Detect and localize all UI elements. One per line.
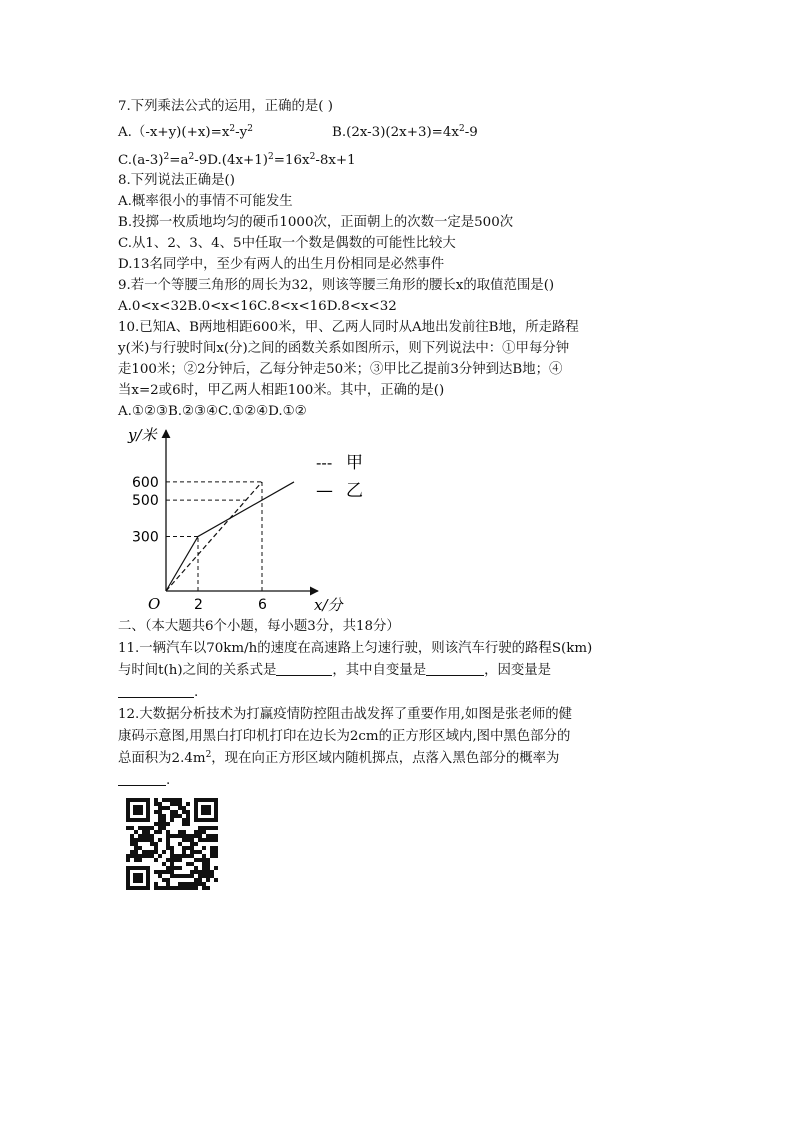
- qr-module: [190, 886, 194, 890]
- qr-module: [158, 886, 162, 890]
- qr-module: [182, 806, 186, 810]
- qr-module: [170, 798, 174, 802]
- qr-module: [130, 842, 134, 846]
- qr-module: [134, 858, 138, 862]
- qr-finder-top-left: [126, 798, 150, 822]
- qr-module: [162, 886, 166, 890]
- qr-module: [206, 878, 210, 882]
- qr-module: [190, 846, 194, 850]
- qr-module: [174, 798, 178, 802]
- qr-module: [186, 874, 190, 878]
- qr-module: [142, 834, 146, 838]
- q7-options-ab: [118, 124, 478, 142]
- y-tick-300: 300: [132, 529, 159, 546]
- qr-module: [198, 878, 202, 882]
- q8-option-b: B.投掷一枚质地均匀的硬币1000次，正面朝上的次数一定是500次: [118, 215, 514, 230]
- qr-module: [186, 802, 190, 806]
- qr-module: [138, 846, 142, 850]
- qr-module: [182, 834, 186, 838]
- qr-module: [202, 830, 206, 834]
- qr-module: [182, 830, 186, 834]
- qr-module: [210, 854, 214, 858]
- qr-module: [194, 870, 198, 874]
- x-tick-6: 6: [258, 597, 267, 613]
- qr-module: [134, 850, 138, 854]
- qr-module: [182, 850, 186, 854]
- qr-module: [158, 874, 162, 878]
- qr-module: [194, 830, 198, 834]
- qr-module: [206, 834, 210, 838]
- qr-module: [126, 858, 130, 862]
- q12-line-3: 总面积为$2.4m^2$，现在向正方形区域内随机掷点，点落入黑色部分的概率为: [118, 750, 560, 766]
- qr-module: [166, 886, 170, 890]
- qr-module: [150, 838, 154, 842]
- qr-module: [214, 846, 218, 850]
- qr-module: [198, 838, 202, 842]
- qr-module: [190, 870, 194, 874]
- qr-module: [190, 838, 194, 842]
- q10-line-1: 10.已知A、B两地相距600米，甲、乙两人同时从A地出发前往B地，所走路程: [118, 320, 579, 335]
- qr-module: [150, 854, 154, 858]
- qr-module: [194, 858, 198, 862]
- qr-module: [186, 862, 190, 866]
- qr-module: [154, 842, 158, 846]
- qr-module: [178, 858, 182, 862]
- qr-module: [142, 838, 146, 842]
- qr-module: [194, 850, 198, 854]
- q8-option-c: C.从1、2、3、4、5中任取一个数是偶数的可能性比较大: [118, 236, 456, 251]
- q7-stem: 7.下列乘法公式的运用，正确的是( ): [118, 99, 333, 114]
- origin-label: O: [148, 595, 161, 613]
- q10-options: A.①②③B.②③④C.①②④D.①②: [118, 404, 307, 419]
- qr-module: [194, 842, 198, 846]
- qr-module: [178, 830, 182, 834]
- q9-options: A.0<x<32B.0<x<16C.8<x<16D.8<x<32: [118, 299, 397, 314]
- qr-finder-bottom-left: [126, 866, 150, 890]
- qr-module: [162, 814, 166, 818]
- qr-module: [158, 810, 162, 814]
- qr-module: [182, 846, 186, 850]
- qr-module: [138, 858, 142, 862]
- qr-module: [178, 798, 182, 802]
- qr-module: [150, 842, 154, 846]
- qr-module: [202, 838, 206, 842]
- qr-module: [146, 826, 150, 830]
- qr-module: [194, 886, 198, 890]
- distance-time-graph: [118, 420, 378, 620]
- qr-module: [186, 822, 190, 826]
- qr-module: [170, 846, 174, 850]
- qr-module: [158, 814, 162, 818]
- qr-module: [198, 826, 202, 830]
- legend-yi-label: 乙: [346, 481, 363, 501]
- qr-module: [198, 882, 202, 886]
- qr-module: [182, 822, 186, 826]
- qr-module: [146, 834, 150, 838]
- q11-blank-dependent[interactable]: [118, 685, 194, 698]
- qr-module: [170, 886, 174, 890]
- qr-module: [166, 838, 170, 842]
- qr-module: [142, 854, 146, 858]
- qr-module: [154, 870, 158, 874]
- qr-module: [162, 862, 166, 866]
- qr-module: [186, 854, 190, 858]
- qr-module: [210, 834, 214, 838]
- qr-module: [166, 882, 170, 886]
- qr-module: [206, 838, 210, 842]
- q7-option-a: $A.(-x+y)(+x)=x^2-y^2$: [118, 124, 253, 140]
- qr-module: [214, 850, 218, 854]
- qr-module: [134, 854, 138, 858]
- qr-module: [170, 870, 174, 874]
- qr-module: [166, 878, 170, 882]
- qr-module: [158, 870, 162, 874]
- qr-module: [186, 882, 190, 886]
- q10-line-3: 走100米；②2分钟后，乙每分钟走50米；③甲比乙提前3分钟到达B地；④: [118, 362, 563, 377]
- qr-module: [182, 882, 186, 886]
- qr-module: [154, 810, 158, 814]
- q11-line-2: 与时间t(h)之间的关系式是 ，其中自变量是 ，因变量是: [118, 663, 552, 678]
- qr-module: [166, 822, 170, 826]
- qr-module: [190, 842, 194, 846]
- qr-module: [166, 846, 170, 850]
- qr-module: [178, 802, 182, 806]
- qr-module: [134, 838, 138, 842]
- legend-yi-marker: —: [316, 481, 333, 501]
- qr-module: [158, 854, 162, 858]
- qr-module: [174, 834, 178, 838]
- qr-module: [186, 814, 190, 818]
- qr-module: [198, 874, 202, 878]
- qr-module: [162, 822, 166, 826]
- series-yi-line: [166, 482, 294, 591]
- qr-module: [130, 826, 134, 830]
- qr-module: [206, 866, 210, 870]
- qr-module: [210, 838, 214, 842]
- qr-module: [162, 870, 166, 874]
- qr-module: [154, 822, 158, 826]
- qr-module: [158, 826, 162, 830]
- qr-module: [190, 834, 194, 838]
- qr-module: [182, 886, 186, 890]
- qr-module: [170, 858, 174, 862]
- qr-module: [166, 806, 170, 810]
- qr-module: [206, 870, 210, 874]
- qr-module: [194, 834, 198, 838]
- qr-module: [146, 838, 150, 842]
- x-tick-2: 2: [194, 597, 203, 613]
- qr-module: [198, 830, 202, 834]
- qr-module: [138, 854, 142, 858]
- qr-module: [178, 854, 182, 858]
- qr-module: [170, 814, 174, 818]
- section-2-title: 二、（本大题共6个小题，每小题3分，共18分）: [118, 619, 400, 634]
- qr-module: [170, 866, 174, 870]
- qr-module: [166, 798, 170, 802]
- qr-module: [162, 826, 166, 830]
- qr-module: [130, 834, 134, 838]
- qr-module: [202, 862, 206, 866]
- q12-line-2: 康码示意图,用黑白打印机打印在边长为2cm的正方形区域内,图中黑色部分的: [118, 729, 571, 744]
- qr-module: [162, 818, 166, 822]
- qr-module: [210, 874, 214, 878]
- qr-module: [182, 818, 186, 822]
- qr-module: [190, 874, 194, 878]
- qr-module: [154, 850, 158, 854]
- qr-module: [210, 870, 214, 874]
- qr-module: [170, 810, 174, 814]
- q9-stem: 9.若一个等腰三角形的周长为32，则该等腰三角形的腰长x的取值范围是(): [118, 278, 555, 293]
- qr-module: [158, 838, 162, 842]
- qr-module: [174, 802, 178, 806]
- qr-module: [126, 854, 130, 858]
- qr-module: [166, 866, 170, 870]
- qr-module: [166, 870, 170, 874]
- qr-module: [202, 858, 206, 862]
- qr-module: [178, 834, 182, 838]
- qr-module: [138, 826, 142, 830]
- qr-module: [202, 826, 206, 830]
- qr-module: [154, 802, 158, 806]
- qr-module: [170, 862, 174, 866]
- qr-module: [170, 818, 174, 822]
- qr-module: [166, 858, 170, 862]
- qr-module: [174, 874, 178, 878]
- x-axis-label: x/分: [314, 596, 343, 614]
- qr-finder-top-right: [194, 798, 218, 822]
- qr-module: [178, 842, 182, 846]
- qr-module: [198, 858, 202, 862]
- qr-module: [186, 810, 190, 814]
- qr-module: [150, 850, 154, 854]
- qr-module: [202, 874, 206, 878]
- qr-module: [178, 882, 182, 886]
- q10-line-4: 当x=2或6时，甲乙两人相距100米。其中，正确的是(): [118, 383, 445, 398]
- y-tick-500: 500: [132, 493, 159, 510]
- qr-module: [142, 830, 146, 834]
- qr-module: [166, 834, 170, 838]
- health-code-qr-image: [126, 798, 218, 890]
- qr-module: [202, 846, 206, 850]
- qr-module: [198, 870, 202, 874]
- qr-module: [210, 826, 214, 830]
- qr-module: [154, 798, 158, 802]
- qr-module: [158, 818, 162, 822]
- qr-module: [178, 866, 182, 870]
- qr-module: [162, 878, 166, 882]
- q8-option-a: A.概率很小的事情不可能发生: [118, 194, 293, 209]
- qr-module: [202, 882, 206, 886]
- qr-module: [174, 886, 178, 890]
- qr-module: [170, 874, 174, 878]
- qr-module: [190, 882, 194, 886]
- qr-module: [182, 838, 186, 842]
- qr-module: [194, 866, 198, 870]
- q11-line-1: 11.一辆汽车以70km/h的速度在高速路上匀速行驶，则该汽车行驶的路程S(km): [118, 641, 593, 656]
- qr-module: [198, 834, 202, 838]
- q8-stem: 8.下列说法正确是(): [118, 173, 235, 188]
- qr-module: [214, 878, 218, 882]
- qr-module: [178, 886, 182, 890]
- qr-module: [190, 862, 194, 866]
- qr-module: [186, 818, 190, 822]
- qr-module: [178, 814, 182, 818]
- qr-module: [190, 850, 194, 854]
- qr-module: [182, 810, 186, 814]
- qr-module: [162, 850, 166, 854]
- qr-module: [166, 842, 170, 846]
- qr-module: [154, 886, 158, 890]
- q12-line-1: 12.大数据分析技术为打赢疫情防控阻击战发挥了重要作用,如图是张老师的健: [118, 707, 573, 722]
- qr-module: [130, 838, 134, 842]
- qr-module: [190, 854, 194, 858]
- qr-module: [174, 814, 178, 818]
- qr-module: [214, 854, 218, 858]
- series-layer: [166, 482, 294, 591]
- qr-module: [210, 850, 214, 854]
- qr-module: [130, 854, 134, 858]
- qr-module: [214, 834, 218, 838]
- qr-module: [134, 846, 138, 850]
- q12-blank-probability[interactable]: [118, 773, 166, 786]
- qr-module: [202, 886, 206, 890]
- q8-option-d: D.13名同学中，至少有两人的出生月份相同是必然事件: [118, 257, 445, 272]
- qr-module: [178, 874, 182, 878]
- qr-module: [154, 846, 158, 850]
- qr-module: [174, 858, 178, 862]
- q11-line-3: .: [118, 684, 198, 702]
- qr-module: [206, 862, 210, 866]
- legend-jia-label: 甲: [346, 453, 363, 473]
- qr-module: [202, 870, 206, 874]
- qr-module: [166, 830, 170, 834]
- qr-module: [170, 834, 174, 838]
- qr-module: [158, 802, 162, 806]
- qr-module: [134, 830, 138, 834]
- qr-module: [174, 854, 178, 858]
- qr-module: [178, 806, 182, 810]
- qr-module: [150, 834, 154, 838]
- q10-line-2: y(米)与行驶时间x(分)之间的函数关系如图所示，则下列说法中：①甲每分钟: [118, 341, 570, 356]
- qr-module: [170, 802, 174, 806]
- qr-module: [170, 854, 174, 858]
- qr-module: [158, 822, 162, 826]
- y-axis-label: y/米: [128, 426, 157, 444]
- legend: [316, 453, 363, 501]
- qr-module: [146, 850, 150, 854]
- qr-module: [206, 858, 210, 862]
- q12-line-4: .: [118, 772, 170, 790]
- qr-module: [210, 846, 214, 850]
- qr-module: [182, 854, 186, 858]
- qr-module: [138, 838, 142, 842]
- qr-module: [174, 866, 178, 870]
- qr-module: [186, 846, 190, 850]
- qr-module: [186, 886, 190, 890]
- qr-module: [154, 882, 158, 886]
- qr-module: [194, 878, 198, 882]
- qr-module: [158, 806, 162, 810]
- qr-module: [142, 826, 146, 830]
- qr-module: [138, 834, 142, 838]
- qr-module: [126, 826, 130, 830]
- qr-module: [146, 830, 150, 834]
- qr-module: [154, 830, 158, 834]
- q7-option-b: $B.(2x-3)(2x+3)=4x^2-9$: [332, 124, 478, 140]
- q7-options-cd: $C.(a-3)^2=a^2-9D.(4x+1)^2=16x^2-8x+1$: [118, 152, 356, 168]
- q11-blank-independent[interactable]: [426, 663, 484, 676]
- qr-module: [214, 838, 218, 842]
- qr-module: [186, 834, 190, 838]
- qr-module: [202, 866, 206, 870]
- qr-module: [186, 838, 190, 842]
- q11-blank-relation[interactable]: [276, 663, 332, 676]
- y-tick-600: 600: [132, 474, 159, 491]
- qr-module: [182, 874, 186, 878]
- qr-module: [170, 850, 174, 854]
- qr-module: [206, 886, 210, 890]
- qr-module: [194, 882, 198, 886]
- qr-module: [162, 798, 166, 802]
- qr-module: [206, 826, 210, 830]
- legend-jia-marker: ---: [316, 454, 333, 472]
- qr-module: [158, 830, 162, 834]
- qr-module: [206, 874, 210, 878]
- qr-module: [202, 854, 206, 858]
- qr-module: [198, 850, 202, 854]
- qr-module: [134, 842, 138, 846]
- qr-module: [162, 806, 166, 810]
- qr-module: [142, 850, 146, 854]
- qr-module: [214, 826, 218, 830]
- qr-module: [174, 810, 178, 814]
- qr-module: [154, 858, 158, 862]
- qr-module: [130, 850, 134, 854]
- qr-module: [146, 854, 150, 858]
- qr-module: [150, 826, 154, 830]
- qr-module: [214, 866, 218, 870]
